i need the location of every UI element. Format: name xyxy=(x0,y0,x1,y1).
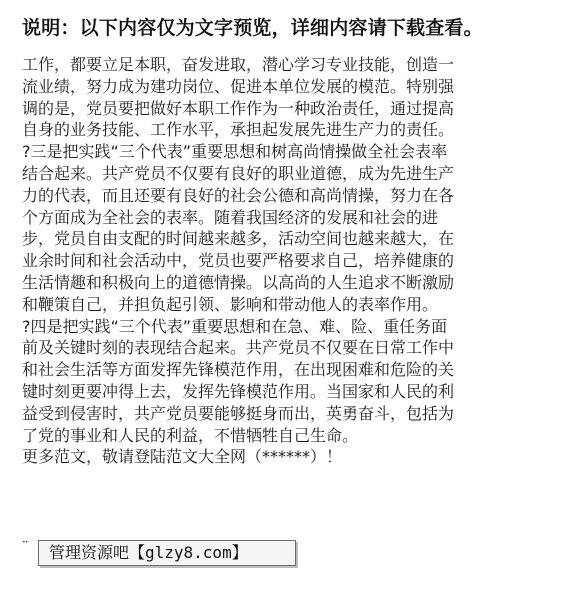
body-line: 益受到侵害时，共产党员要能够挺身而出，英勇奋斗，包括为 xyxy=(22,403,455,423)
body-line: 和社会生活等方面发挥先锋模范作用，在出现困难和危险的关 xyxy=(22,360,455,380)
body-line: 和鞭策自己，并担负起引领、影响和带动他人的表率作用。 xyxy=(22,294,439,314)
body-line: 自身的业务技能、工作水平，承担起发展先进生产力的责任。 xyxy=(22,120,455,140)
body-line: 调的是，党员要把做好本职工作作为一种政治责任，通过提高 xyxy=(22,98,455,118)
document-body xyxy=(22,54,544,468)
body-line: 键时刻更要冲得上去，发挥先锋模范作用。当国家和人民的利 xyxy=(22,381,455,401)
body-line: 工作，都要立足本职，奋发进取，潜心学习专业技能，创造一 xyxy=(22,55,455,74)
body-line: 前及关键时刻的表现结合起来。共产党员不仅要在日常工作中 xyxy=(22,338,455,358)
stray-dots: ·· xyxy=(22,535,28,549)
body-line: 个方面成为全社会的表率。随着我国经济的发展和社会的进 xyxy=(22,207,439,227)
body-line: 步，党员自由支配的时间越来越多，活动空间也越来越大，在 xyxy=(22,229,455,249)
body-line: 流业绩，努力成为建功岗位、促进本单位发展的模范。特别强 xyxy=(22,76,455,96)
more-link-line: 更多范文，敬请登陆范文大全网（******）！ xyxy=(22,447,343,467)
body-line: ?三是把实践“三个代表”重要思想和树高尚情操做全社会表率 xyxy=(22,142,448,162)
watermark-label: 管理资源吧【glzy8.com】 xyxy=(38,540,296,566)
body-line: 生活情趣和积极向上的道德情操。以高尚的人生追求不断激励 xyxy=(22,272,455,292)
body-line: 力的代表，而且还要有良好的社会公德和高尚情操，努力在各 xyxy=(22,185,455,205)
body-line: 结合起来。共产党员不仅要有良好的职业道德，成为先进生产 xyxy=(22,163,455,183)
body-line: ?四是把实践“三个代表”重要思想和在急、难、险、重任务面 xyxy=(22,316,448,336)
body-line: 业余时间和社会活动中，党员也要严格要求自己，培养健康的 xyxy=(22,251,455,271)
preview-notice: 说明：以下内容仅为文字预览，详细内容请下载查看。 xyxy=(22,17,483,39)
body-line: 了党的事业和人民的利益，不惜牺牲自己生命。 xyxy=(22,425,359,445)
